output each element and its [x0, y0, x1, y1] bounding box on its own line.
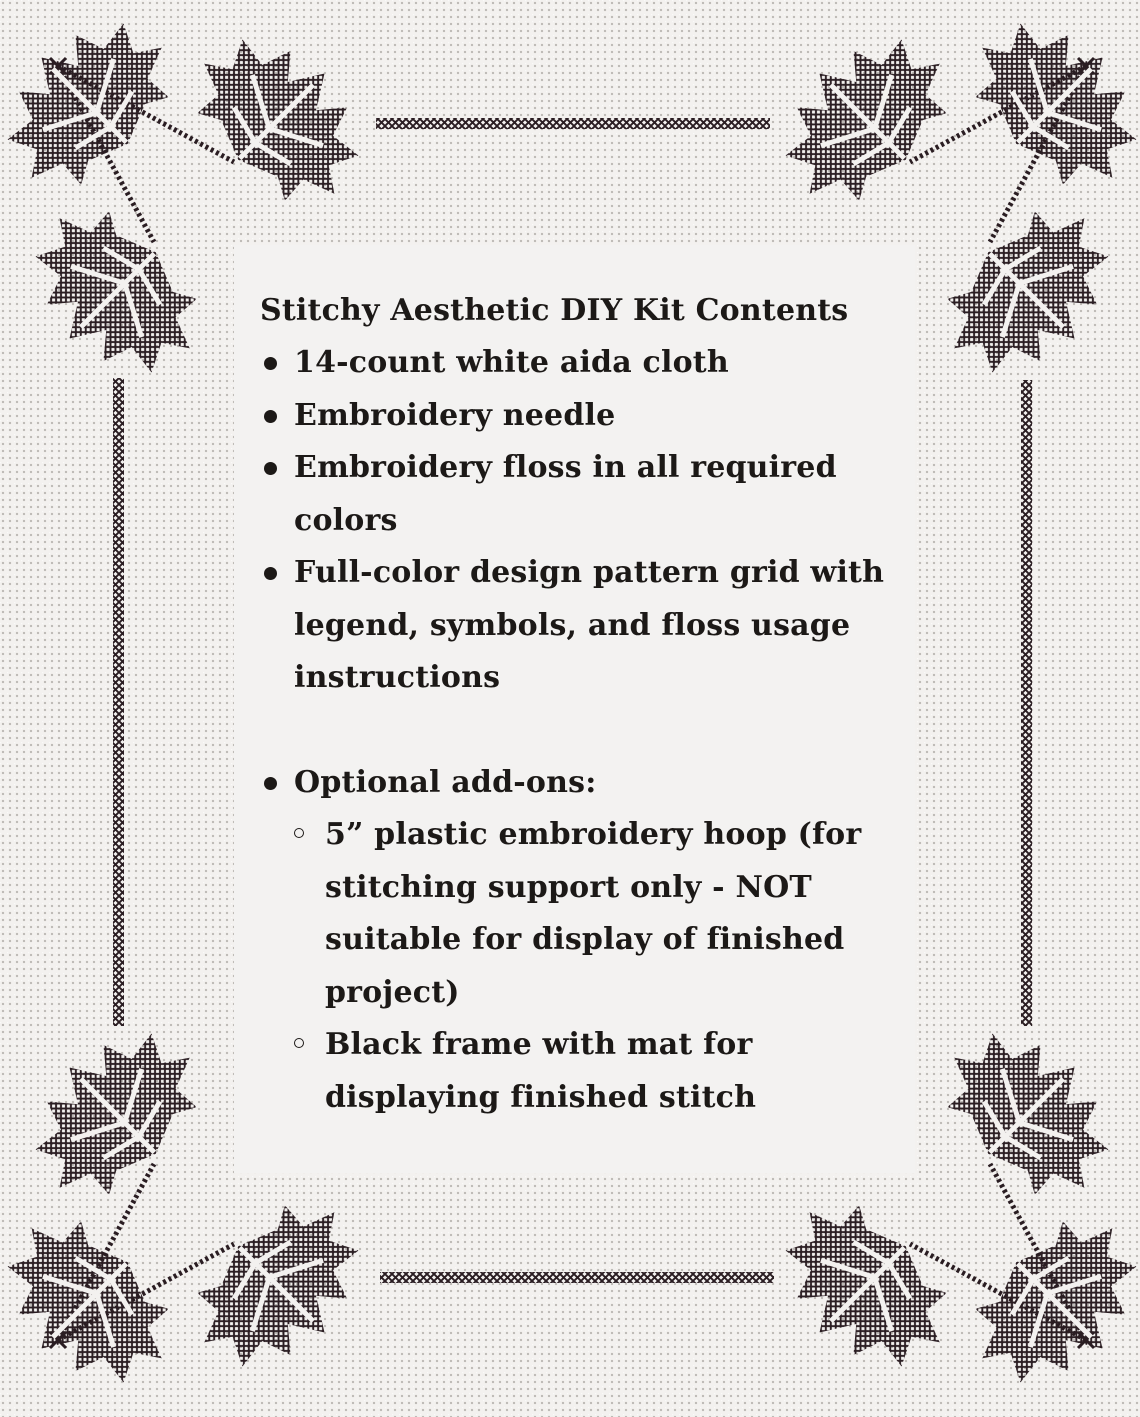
border-line-bottom [380, 1272, 774, 1283]
bullet-icon [264, 462, 277, 475]
addon-item-text: 5” plastic embroidery hoop (for stitching support only - NOT suitable for display of finished project) [325, 817, 862, 1010]
kit-contents-panel [234, 245, 915, 1173]
addons-label: Optional add-ons: [294, 764, 597, 800]
circle-bullet-icon [294, 1038, 304, 1048]
addon-list [260, 809, 915, 1124]
bullet-icon [264, 410, 277, 423]
addon-item [260, 1019, 915, 1124]
addon-item-text: Black frame with mat for displaying finished stitch [325, 1027, 757, 1115]
kit-item-text: Embroidery floss in all required colors [294, 450, 837, 538]
kit-item [260, 390, 915, 443]
kit-item-text: Embroidery needle [294, 397, 616, 433]
bullet-icon [264, 357, 277, 370]
border-line-left [113, 378, 124, 1026]
border-line-right [1021, 380, 1032, 1026]
addon-item [260, 809, 915, 1019]
kit-item-text: 14-count white aida cloth [294, 345, 729, 380]
kit-title: Stitchy Aesthetic DIY Kit Contents [260, 293, 849, 328]
kit-item [260, 337, 915, 390]
kit-item-text: Full-color design pattern grid with legend, symbols, and floss usage instructions [294, 555, 885, 695]
kit-item-list [260, 337, 915, 809]
kit-item [260, 442, 915, 547]
bullet-icon [264, 777, 277, 790]
circle-bullet-icon [294, 828, 304, 838]
border-line-top [376, 118, 770, 129]
bullet-icon [264, 567, 277, 580]
addons-item [260, 757, 915, 810]
kit-item [260, 547, 915, 705]
